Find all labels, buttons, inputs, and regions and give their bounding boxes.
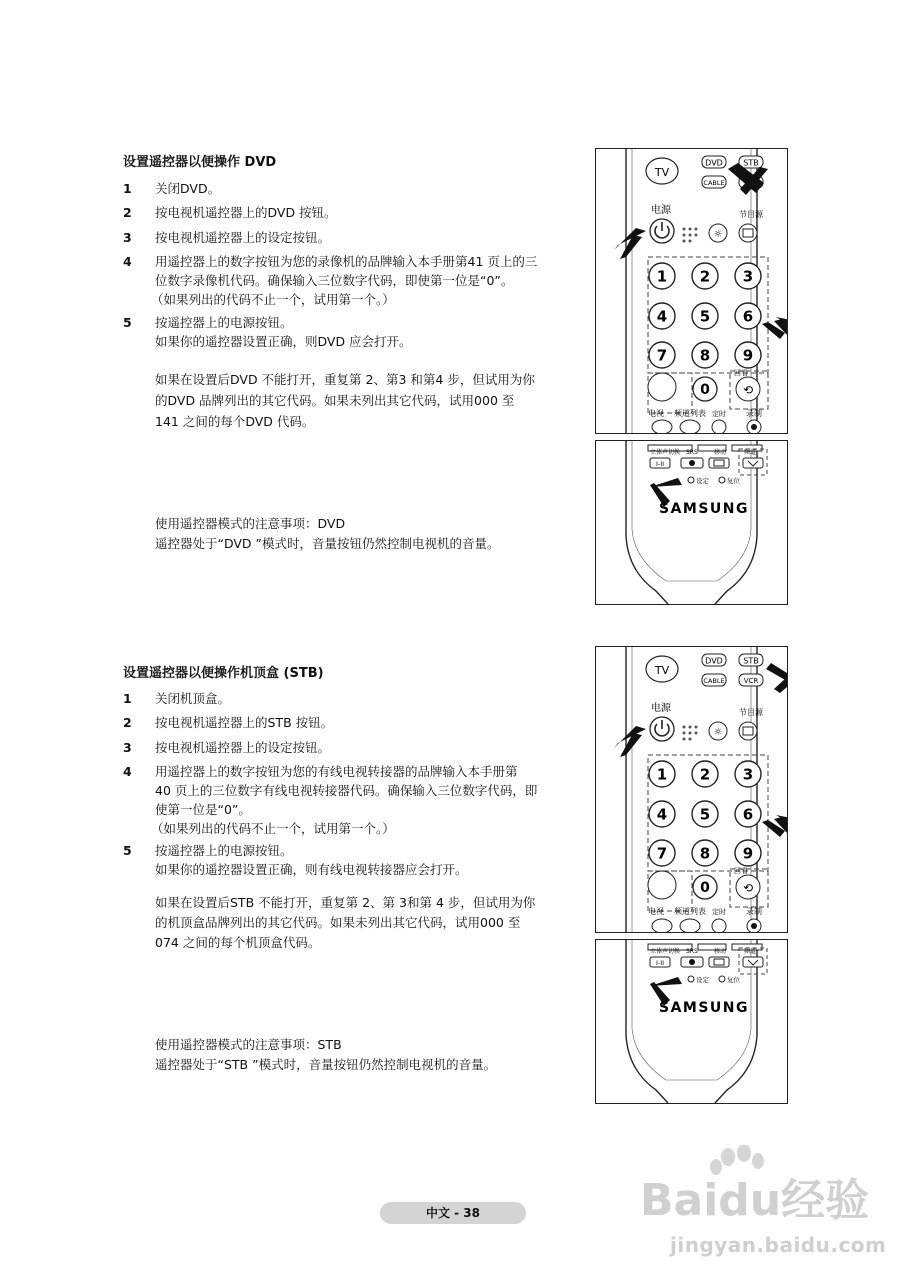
tv-label: 电视: [648, 409, 664, 418]
brand-logo: SAMSUNG: [658, 1000, 750, 1016]
srs-label: SRS: [686, 449, 698, 456]
step-number: 1: [123, 691, 132, 706]
step-text: 关闭DVD。: [155, 181, 221, 196]
step-text: 按遥控器上的电源按钮。: [155, 843, 293, 858]
step: [123, 228, 598, 247]
record-label: 录制: [746, 409, 762, 418]
channel-list-label: 频道列表: [674, 409, 706, 418]
digit-8-button: 8: [699, 844, 711, 863]
step-number: 2: [123, 205, 132, 220]
digit-0-button: 0: [700, 382, 710, 398]
reset-label: 复位: [727, 477, 740, 485]
step-number: 5: [123, 843, 132, 858]
digit-1-button: 1: [656, 267, 668, 286]
step-text: 按遥控器上的电源按钮。: [155, 315, 293, 330]
digit-5-button: 5: [699, 805, 711, 824]
remote-top-svg: [596, 647, 787, 932]
note-text: 遥控器处于“DVD ”模式时，音量按钮仍然控制电视机的音量。: [155, 536, 500, 551]
digit-2-button: 2: [699, 765, 711, 784]
arrow-indicator: [766, 663, 787, 681]
digit-6-button: 6: [742, 307, 754, 326]
channel-label: 频道: [744, 449, 757, 456]
retry-paragraph: [155, 369, 595, 432]
paragraph-line: 141 之间的每个DVD 代码。: [155, 414, 315, 429]
section-title: 设置遥控器以便操作 DVD: [123, 155, 277, 170]
digit-4-button: 4: [656, 307, 668, 326]
digit-3-button: 3: [742, 765, 754, 784]
source-label: 节目源: [739, 708, 763, 717]
bulb-icon: ☼: [713, 229, 723, 240]
power-label: 电源: [651, 205, 671, 216]
digit-0-button: 0: [700, 880, 710, 896]
dvd-mode-button: DVD: [705, 656, 723, 666]
remote-top-svg: [596, 149, 787, 433]
baidu-logo: [640, 1145, 885, 1235]
remote-illustration-top: [595, 646, 788, 933]
move-label: 移动: [714, 948, 727, 955]
step-number: 2: [123, 715, 132, 730]
page-number: 中文 - 38: [380, 1202, 526, 1224]
digit-7-button: 7: [656, 346, 668, 365]
step-number: 5: [123, 315, 132, 330]
digit-1-button: 1: [656, 765, 668, 784]
source-label: 节目源: [739, 210, 763, 219]
note-heading: 使用遥控器模式的注意事项：DVD: [155, 516, 346, 531]
digit-8-button: 8: [699, 346, 711, 365]
tv-button: TV: [654, 166, 670, 179]
step: [123, 252, 598, 309]
refresh-icon: ⟲: [742, 383, 754, 397]
bulb-icon: ☼: [713, 727, 723, 738]
step-text: 按电视机遥控器上的DVD 按钮。: [155, 205, 337, 220]
stb-mode-button: STB: [743, 656, 759, 666]
vcr-mode-button: VCR: [743, 677, 759, 685]
channel-label: 频道: [744, 948, 757, 955]
step-text: 用遥控器上的数字按钮为您的有线电视转接器的品牌输入本手册第: [155, 764, 518, 779]
step-text: 40 页上的三位数字有线电视转接器代码。确保输入三位数字代码，即: [155, 783, 538, 798]
set-label: 设定: [696, 976, 709, 984]
tv-label: 电视: [648, 907, 664, 916]
remote-illustration-top: [595, 148, 788, 434]
timer-label: 定时: [712, 410, 726, 418]
cable-mode-button: CABLE: [703, 677, 725, 685]
remote-illustration-bottom: [595, 939, 788, 1104]
watermark-logo-text: Baidu经验: [640, 1175, 870, 1226]
step-number: 4: [123, 764, 132, 779]
step-text: 如果你的遥控器设置正确，则有线电视转接器应会打开。: [155, 862, 468, 877]
stereo-label: 立体声切换: [650, 948, 681, 955]
back-label: 回看: [734, 369, 748, 377]
section-title: 设置遥控器以便操作机顶盒 (STB): [123, 666, 324, 681]
step-number: 3: [123, 740, 132, 755]
step-number: 4: [123, 254, 132, 269]
srs-label: SRS: [686, 948, 698, 955]
step-text: 关闭机顶盒。: [155, 691, 231, 706]
step: [123, 713, 598, 732]
remote-bottom-svg: [596, 940, 787, 1103]
digit-2-button: 2: [699, 267, 711, 286]
digit-7-button: 7: [656, 844, 668, 863]
step-text: 如果你的遥控器设置正确，则DVD 应会打开。: [155, 334, 412, 349]
back-label: 回看: [734, 867, 748, 875]
step: [123, 689, 598, 708]
stereo-label: 立体声切换: [650, 449, 681, 456]
digit-9-button: 9: [742, 346, 754, 365]
move-label: 移动: [714, 449, 727, 456]
step-text: 按电视机遥控器上的设定按钮。: [155, 740, 331, 755]
step-number: 1: [123, 181, 132, 196]
retry-paragraph: [155, 893, 595, 953]
paragraph-line: 如果在设置后STB 不能打开，重复第 2、第 3和第 4 步，但试用为你: [155, 895, 536, 910]
step: [123, 841, 598, 879]
step-text: 按电视机遥控器上的STB 按钮。: [155, 715, 334, 730]
step: [123, 738, 598, 757]
dual-button: I-II: [655, 959, 665, 967]
note-text: 遥控器处于“STB ”模式时，音量按钮仍然控制电视机的音量。: [155, 1057, 497, 1072]
digit-6-button: 6: [742, 805, 754, 824]
record-label: 录制: [746, 907, 762, 916]
step-text: （如果列出的代码不止一个，试用第一个。）: [151, 821, 395, 836]
step-text: 位数字录像机代码。确保输入三位数字代码，即使第一位是“0”。: [155, 273, 514, 288]
step: [123, 179, 598, 198]
paragraph-line: 如果在设置后DVD 不能打开，重复第 2、第3 和第4 步，但试用为你: [155, 372, 535, 387]
step-text: （如果列出的代码不止一个，试用第一个。）: [151, 292, 395, 307]
paragraph-line: 074 之间的每个机顶盒代码。: [155, 935, 321, 950]
brand-logo: SAMSUNG: [658, 501, 750, 517]
dual-button: I-II: [655, 460, 665, 468]
step-number: 3: [123, 230, 132, 245]
cable-mode-button: CABLE: [703, 179, 725, 187]
dvd-mode-button: DVD: [705, 158, 723, 168]
watermark-url: jingyan.baidu.com: [670, 1233, 887, 1257]
set-label: 设定: [696, 477, 709, 485]
refresh-icon: ⟲: [742, 881, 754, 895]
note-paragraph: [155, 514, 595, 554]
digit-3-button: 3: [742, 267, 754, 286]
timer-label: 定时: [712, 908, 726, 916]
digit-5-button: 5: [699, 307, 711, 326]
reset-label: 复位: [727, 976, 740, 984]
channel-list-label: 频道列表: [674, 907, 706, 916]
baidu-watermark: [640, 1145, 885, 1275]
note-heading: 使用遥控器模式的注意事项：STB: [155, 1037, 342, 1052]
remote-bottom-svg: [596, 441, 787, 604]
tv-button: TV: [654, 664, 670, 677]
step-text: 按电视机遥控器上的设定按钮。: [155, 230, 331, 245]
digit-9-button: 9: [742, 844, 754, 863]
stb-mode-button: STB: [743, 158, 759, 168]
power-label: 电源: [651, 703, 671, 714]
paragraph-line: 的DVD 品牌列出的其它代码。如果未列出其它代码，试用000 至: [155, 393, 515, 408]
digit-4-button: 4: [656, 805, 668, 824]
remote-illustration-bottom: [595, 440, 788, 605]
note-paragraph: [155, 1035, 595, 1075]
step: [123, 762, 598, 838]
paragraph-line: 的机顶盒品牌列出的其它代码。如果未列出其它代码，试用000 至: [155, 915, 521, 930]
step: [123, 203, 598, 222]
step-text: 用遥控器上的数字按钮为您的录像机的品牌输入本手册第41 页上的三: [155, 254, 538, 269]
step: [123, 313, 598, 351]
step-text: 使第一位是“0”。: [155, 802, 251, 817]
